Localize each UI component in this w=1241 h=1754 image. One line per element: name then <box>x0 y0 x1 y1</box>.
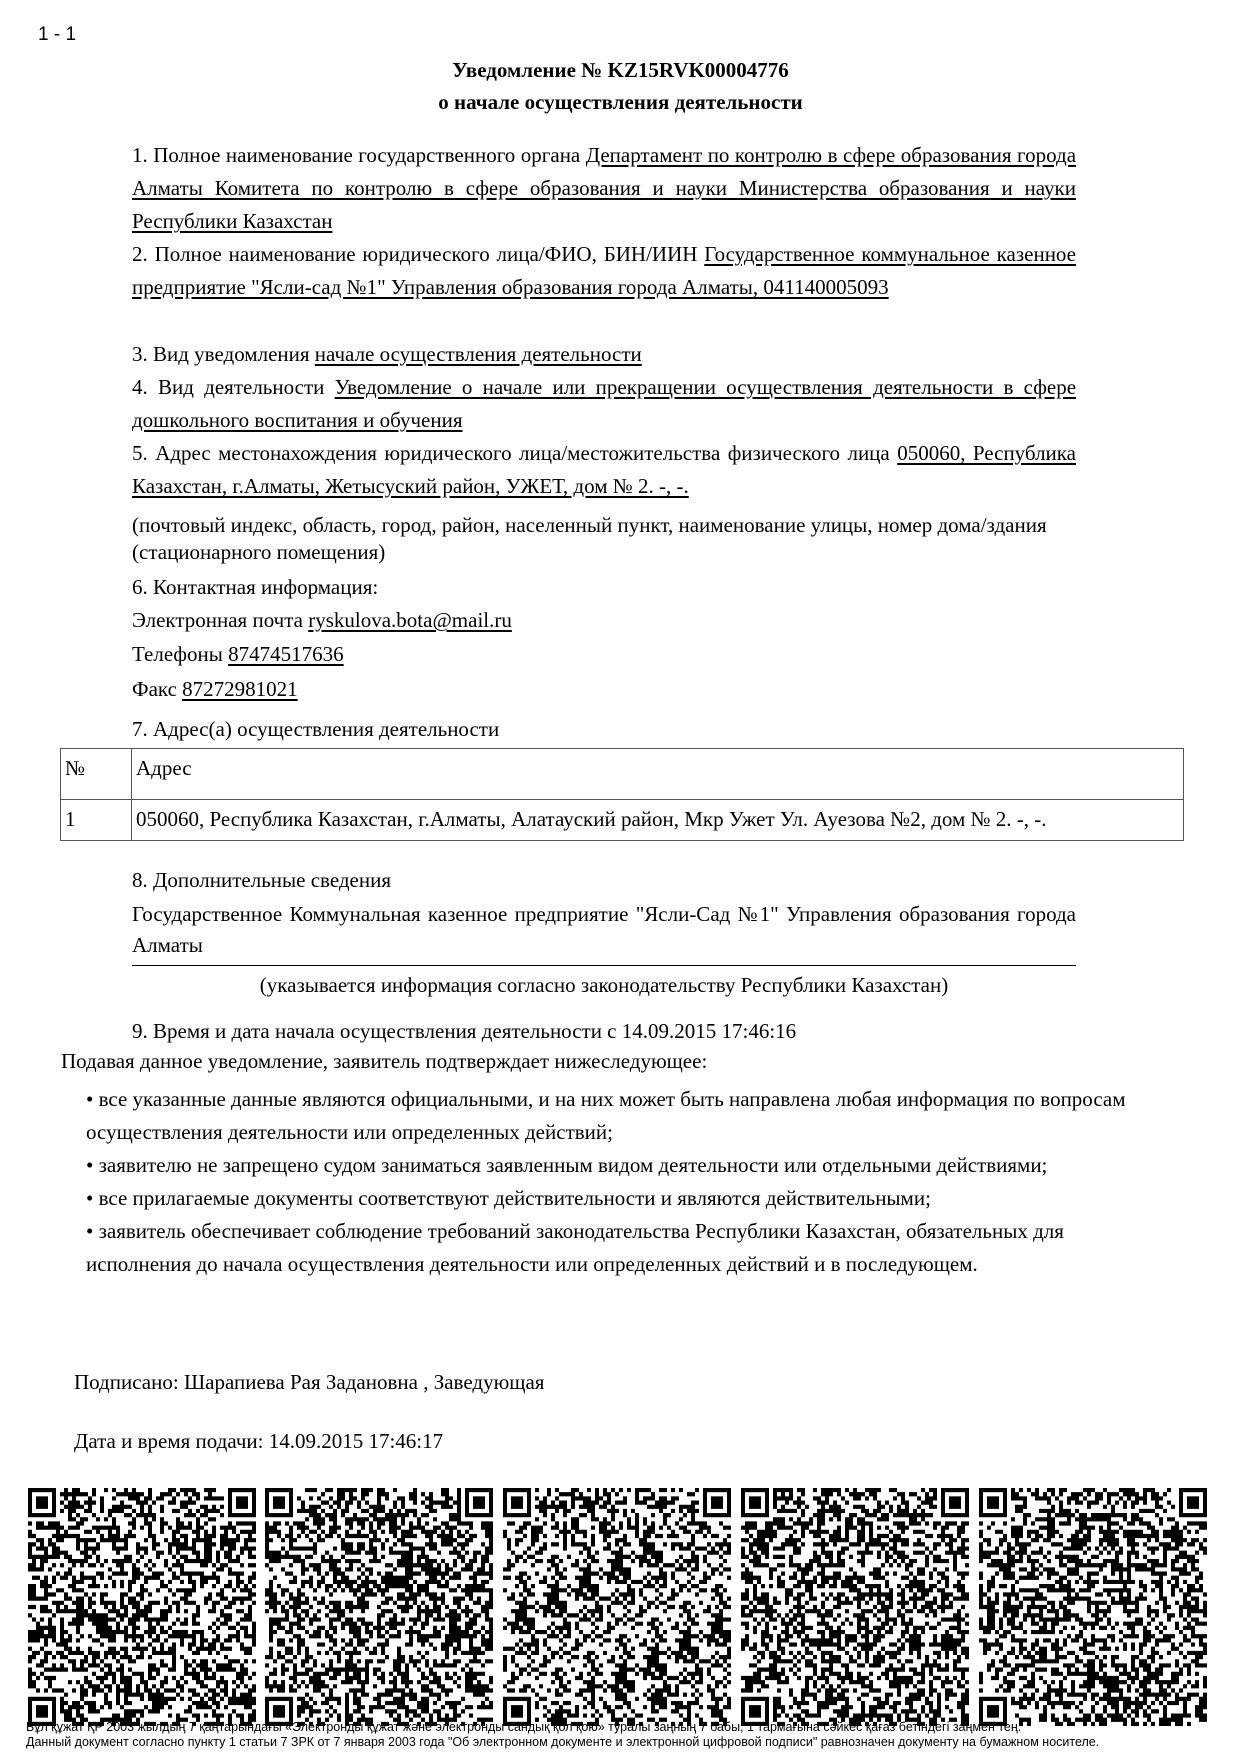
table-cell: 050060, Республика Казахстан, г.Алматы, Алатауский район, Мкр Ужет Ул. Ауезова №2, дом № 2. -, -. <box>132 800 1184 841</box>
item-1-label: 1. Полное наименование государственного органа <box>132 143 581 167</box>
qr-code-icon <box>503 1488 731 1726</box>
item-2 <box>132 238 1076 304</box>
item-5-label: 5. Адрес местонахождения юридического лица/местожительства физического лица <box>132 441 890 465</box>
item-2-label: 2. Полное наименование юридического лица/ФИО, БИН/ИИН <box>132 242 698 266</box>
document-subtitle: о начале осуществления деятельности <box>438 90 803 114</box>
submission-datetime: Дата и время подачи: 14.09.2015 17:46:17 <box>74 1429 444 1453</box>
item-5 <box>132 437 1076 503</box>
item-4-value: Уведомление о начале или прекращении осуществления деятельности в сфере дошкольного воспитания и обучения <box>132 375 1077 432</box>
item-1 <box>132 139 1076 238</box>
table-cell: 1 <box>61 800 132 841</box>
page-number: 1 - 1 <box>38 24 77 45</box>
table-row <box>61 800 1184 841</box>
signed-by: Подписано: Шарапиева Рая Задановна , Заведующая <box>74 1370 545 1394</box>
list-item: • заявитель обеспечивает соблюдение требований законодательства Республики Казахстан, обязательных для исполнения до начала осуществления деятельности или определенных действий и в последующем. <box>86 1219 1064 1276</box>
qr-code-icon <box>979 1488 1207 1726</box>
item-4-label: 4. Вид деятельности <box>132 375 325 399</box>
document-title: Уведомление № KZ15RVK00004776 <box>452 58 789 82</box>
table-header-cell: Адрес <box>132 749 1184 800</box>
item-8-hint: (указывается информация согласно законодательству Республики Казахстан) <box>259 973 949 997</box>
email-value[interactable]: ryskulova.bota@mail.ru <box>308 608 512 632</box>
qr-code-icon <box>28 1488 256 1726</box>
item-3-label: 3. Вид уведомления <box>132 342 310 366</box>
list-item: • все указанные данные являются официальными, и на них может быть направлена любая информация по вопросам осуществления деятельности или определенных действий; <box>86 1087 1126 1144</box>
phone-value: 87474517636 <box>228 642 344 666</box>
item-9: 9. Время и дата начала осуществления деятельности с 14.09.2015 17:46:16 <box>132 1019 797 1043</box>
contact-email <box>132 604 1076 637</box>
item-8-value: Государственное Коммунальная казенное предприятие "Ясли-Сад №1" Управления образования города Алматы <box>132 902 1076 957</box>
confirmation-intro: Подавая данное уведомление, заявитель подтверждает нижеследующее: <box>61 1049 708 1073</box>
item-5-hint: (почтовый индекс, область, город, район, населенный пункт, наименование улицы, номер дома/здания (стационарного помещения) <box>132 513 1047 564</box>
table-header-row <box>61 749 1184 800</box>
table-header-cell: № <box>61 749 132 800</box>
item-6-label: 6. Контактная информация: <box>132 575 379 599</box>
qr-code-icon <box>265 1488 493 1726</box>
item-8-label: 8. Дополнительные сведения <box>132 868 392 892</box>
address-table <box>60 748 1184 841</box>
email-label: Электронная почта <box>132 608 303 632</box>
confirmation-list <box>86 1083 1146 1281</box>
item-3-value: начале осуществления деятельности <box>314 342 642 366</box>
item-3 <box>132 338 1076 371</box>
list-item: • все прилагаемые документы соответствуют действительности и являются действительными; <box>86 1186 931 1210</box>
contact-phone <box>132 638 1076 671</box>
item-2-value: Государственное коммунальное казенное предприятие "Ясли-сад №1" Управления образования города Алматы, 041140005093 <box>132 242 1077 299</box>
fax-label: Факс <box>132 677 177 701</box>
footer-legal-ru: Данный документ согласно пункту 1 статьи 7 ЗРК от 7 января 2003 года "Об электронном документе и электронной цифровой подписи" равнозначен документу на бумажном носителе. <box>26 1735 1100 1749</box>
list-item: • заявителю не запрещено судом заниматься заявленным видом деятельности или отдельными действиями; <box>86 1153 1048 1177</box>
phone-label: Телефоны <box>132 642 223 666</box>
item-5-value: 050060, Республика Казахстан, г.Алматы, Жетысуский район, УЖЕТ, дом № 2. -, -. <box>132 441 1076 498</box>
contact-fax <box>132 673 1076 706</box>
qr-code-row <box>28 1488 1214 1728</box>
footer-legal-kz: Бұл құжат ҚР 2003 жылдың 7 қаңтарындағы «Электронды құжат және электронды сандық қол қою» туралы заңның 7 бабы, 1 тармағына сәйкес қағаз бетіндегі заңмен тең. <box>26 1720 1022 1734</box>
qr-code-icon <box>741 1488 969 1726</box>
item-1-value: Департамент по контролю в сфере образования города Алматы Комитета по контролю в сфере образования и науки Министерства образования и науки Республики Казахстан <box>132 143 1077 233</box>
fax-value: 87272981021 <box>182 677 298 701</box>
item-7-label: 7. Адрес(а) осуществления деятельности <box>132 717 500 741</box>
divider <box>132 965 1076 966</box>
item-4 <box>132 371 1076 437</box>
